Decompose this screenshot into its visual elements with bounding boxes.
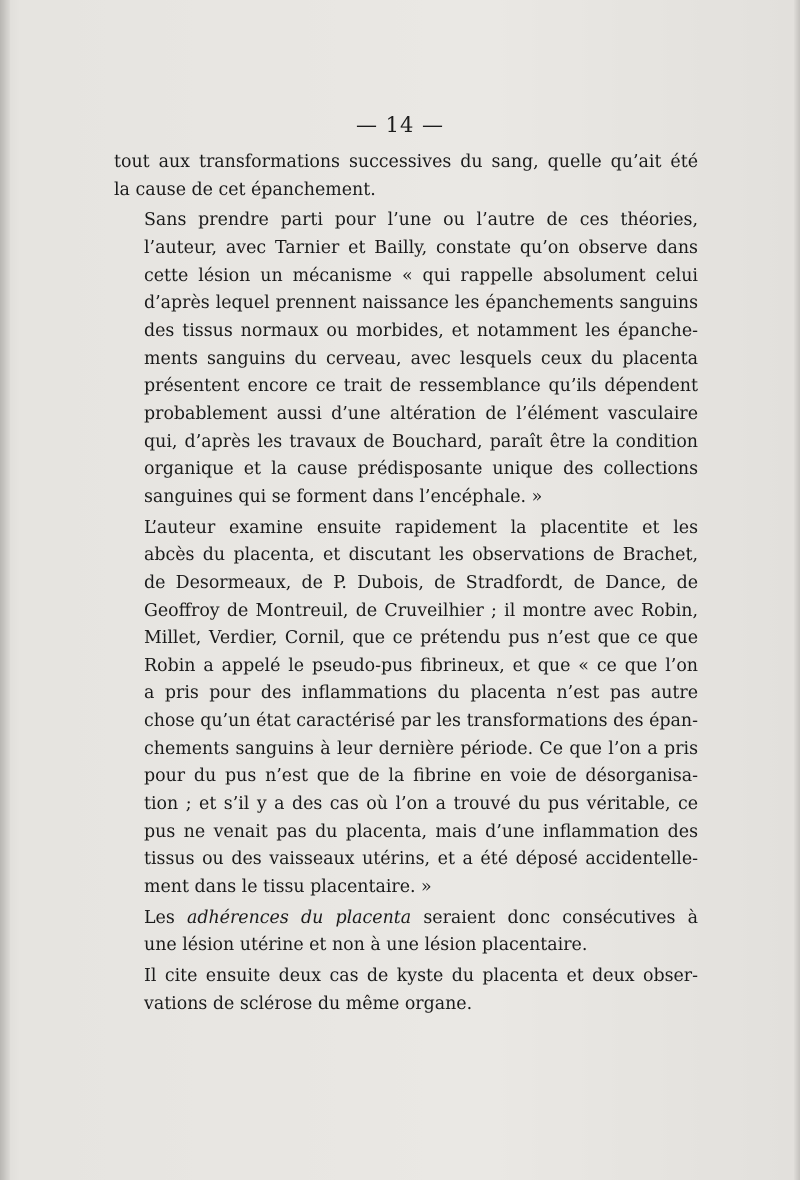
text-line: L’auteur examine ensuite rapidement la placentite et les xyxy=(144,517,698,538)
page-number: — 14 — xyxy=(355,113,445,137)
text-line: chose qu’un état caractérisé par les transformations des épan- xyxy=(144,711,698,732)
paragraph xyxy=(114,905,698,960)
text-run: seraient donc consécutives à xyxy=(411,907,699,928)
text-line: Sans prendre parti pour l’une ou l’autre de ces théories, xyxy=(144,210,698,231)
paragraph xyxy=(114,963,698,1018)
text-line: abcès du placenta, et discutant les observations de Brachet, xyxy=(144,545,698,566)
text-line: pour du pus n’est que de la fibrine en voie de désorganisa- xyxy=(144,766,698,787)
text-run: Les xyxy=(144,907,187,928)
text-line: tion ; et s’il y a des cas où l’on a trouvé du pus véritable, ce xyxy=(144,794,698,815)
text-line: des tissus normaux ou morbides, et notamment les épanche- xyxy=(144,320,698,341)
text-line: Geoffroy de Montreuil, de Cruveilhier ; il montre avec Robin, xyxy=(144,600,698,621)
paragraph xyxy=(114,515,698,902)
paragraph xyxy=(114,207,698,511)
paragraph xyxy=(114,149,698,204)
body-text xyxy=(114,149,698,1021)
text-line: d’après lequel prennent naissance les épanchements sanguins xyxy=(144,293,698,314)
text-line: tout aux transformations successives du sang, quelle qu’ait été xyxy=(114,152,698,172)
text-line xyxy=(114,905,698,933)
text-line: chements sanguins à leur dernière période. Ce que l’on a pris xyxy=(144,738,698,759)
text-line: présentent encore ce trait de ressemblance qu’ils dépendent xyxy=(144,376,698,397)
text-line: organique et la cause prédisposante unique des collections xyxy=(144,459,698,480)
text-line: la cause de cet épanchement. xyxy=(114,179,376,200)
text-line: Robin a appelé le pseudo-pus fibrineux, et que « ce que l’on xyxy=(144,655,698,676)
text-line: probablement aussi d’une altération de l’élément vasculaire xyxy=(144,403,698,424)
text-line: ment dans le tissu placentaire. » xyxy=(144,877,432,898)
text-line: sanguines qui se forment dans l’encéphale. » xyxy=(144,486,543,507)
page-left-edge-shadow xyxy=(0,0,10,1180)
text-line: ments sanguins du cerveau, avec lesquels ceux du placenta xyxy=(144,348,698,369)
italic-phrase: adhérences du placenta xyxy=(186,907,412,928)
text-line: vations de sclérose du même organe. xyxy=(144,993,473,1014)
text-line: une lésion utérine et non à une lésion placentaire. xyxy=(144,935,588,956)
page-right-edge-shadow xyxy=(794,0,800,1180)
text-line: pus ne venait pas du placenta, mais d’une inflammation des xyxy=(144,821,698,842)
text-line: l’auteur, avec Tarnier et Bailly, constate qu’on observe dans xyxy=(144,237,698,258)
text-line: a pris pour des inflammations du placenta n’est pas autre xyxy=(144,683,698,704)
text-line: qui, d’après les travaux de Bouchard, paraît être la condition xyxy=(144,431,698,452)
text-line: cette lésion un mécanisme « qui rappelle absolument celui xyxy=(144,265,698,286)
text-line: de Desormeaux, de P. Dubois, de Stradfordt, de Dance, de xyxy=(144,572,698,593)
text-line: Millet, Verdier, Cornil, que ce prétendu pus n’est que ce que xyxy=(144,628,698,649)
text-line: Il cite ensuite deux cas de kyste du placenta et deux obser- xyxy=(144,966,698,987)
text-line: tissus ou des vaisseaux utérins, et a été déposé accidentelle- xyxy=(144,849,698,870)
